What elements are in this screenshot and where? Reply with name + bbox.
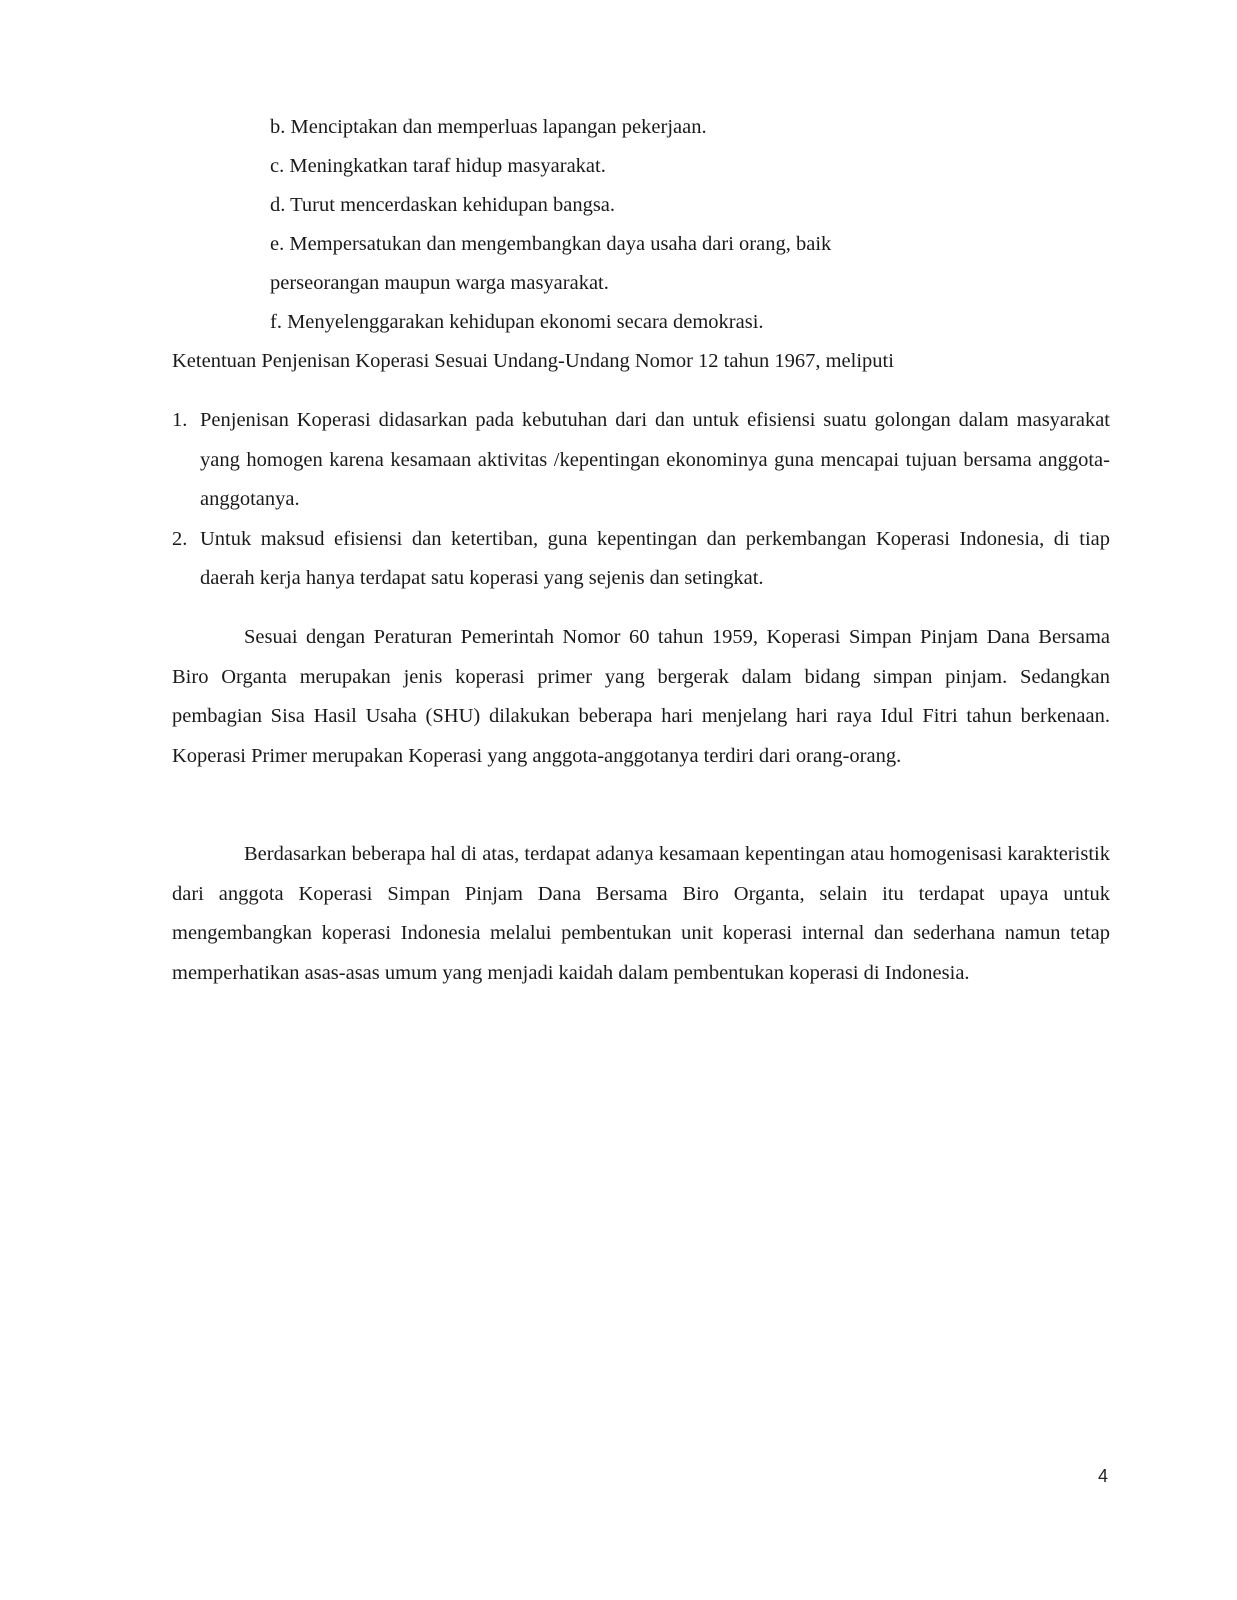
intro-sentence: Ketentuan Penjenisan Koperasi Sesuai Undang-Undang Nomor 12 tahun 1967, meliputi	[172, 350, 894, 372]
list-item-f: f. Menyelenggarakan kehidupan ekonomi secara demokrasi.	[270, 311, 764, 333]
numbered-item-2	[172, 520, 1110, 599]
list-item-e: e. Mempersatukan dan mengembangkan daya usaha dari orang, baik	[270, 233, 832, 255]
paragraph-conclusion: Berdasarkan beberapa hal di atas, terdapat adanya kesamaan kepentingan atau homogenisasi karakteristik dari anggota Koperasi Simpan Pinjam Dana Bersama Biro Organta, selain itu terdapat upaya untuk mengembangkan koperasi Indonesia melalui pembentukan unit koperasi internal dan sederhana namun tetap memperhatikan asas-asas umum yang menjadi kaidah dalam pembentukan koperasi di Indonesia.	[172, 843, 1110, 984]
list-item-e-continued: perseorangan maupun warga masyarakat.	[270, 272, 609, 294]
item-text: Penjenisan Koperasi didasarkan pada kebutuhan dari dan untuk efisiensi suatu golongan dalam masyarakat yang homogen karena kesamaan aktivitas /kepentingan ekonominya guna mencapai tujuan bersama anggota-anggotanya.	[200, 409, 1110, 510]
numbered-list	[172, 401, 1110, 599]
paragraph-regulation: Sesuai dengan Peraturan Pemerintah Nomor 60 tahun 1959, Koperasi Simpan Pinjam Dana Bersama Biro Organta merupakan jenis koperasi primer yang bergerak dalam bidang simpan pinjam. Sedangkan pembagian Sisa Hasil Usaha (SHU) dilakukan beberapa hari menjelang hari raya Idul Fitri tahun berkenaan. Koperasi Primer merupakan Koperasi yang anggota-anggotanya terdiri dari orang-orang.	[172, 626, 1110, 767]
item-number: 2.	[172, 527, 188, 550]
item-text: Untuk maksud efisiensi dan ketertiban, guna kepentingan dan perkembangan Koperasi Indonesia, di tiap daerah kerja hanya terdapat satu koperasi yang sejenis dan setingkat.	[200, 527, 1110, 589]
page-number: 4	[1098, 1466, 1109, 1486]
list-item-d: d. Turut mencerdaskan kehidupan bangsa.	[270, 194, 616, 216]
list-item-b: b. Menciptakan dan memperluas lapangan pekerjaan.	[270, 116, 707, 138]
list-item-c: c. Meningkatkan taraf hidup masyarakat.	[270, 155, 606, 177]
item-number: 1.	[172, 409, 188, 431]
numbered-item-1	[172, 401, 1110, 520]
